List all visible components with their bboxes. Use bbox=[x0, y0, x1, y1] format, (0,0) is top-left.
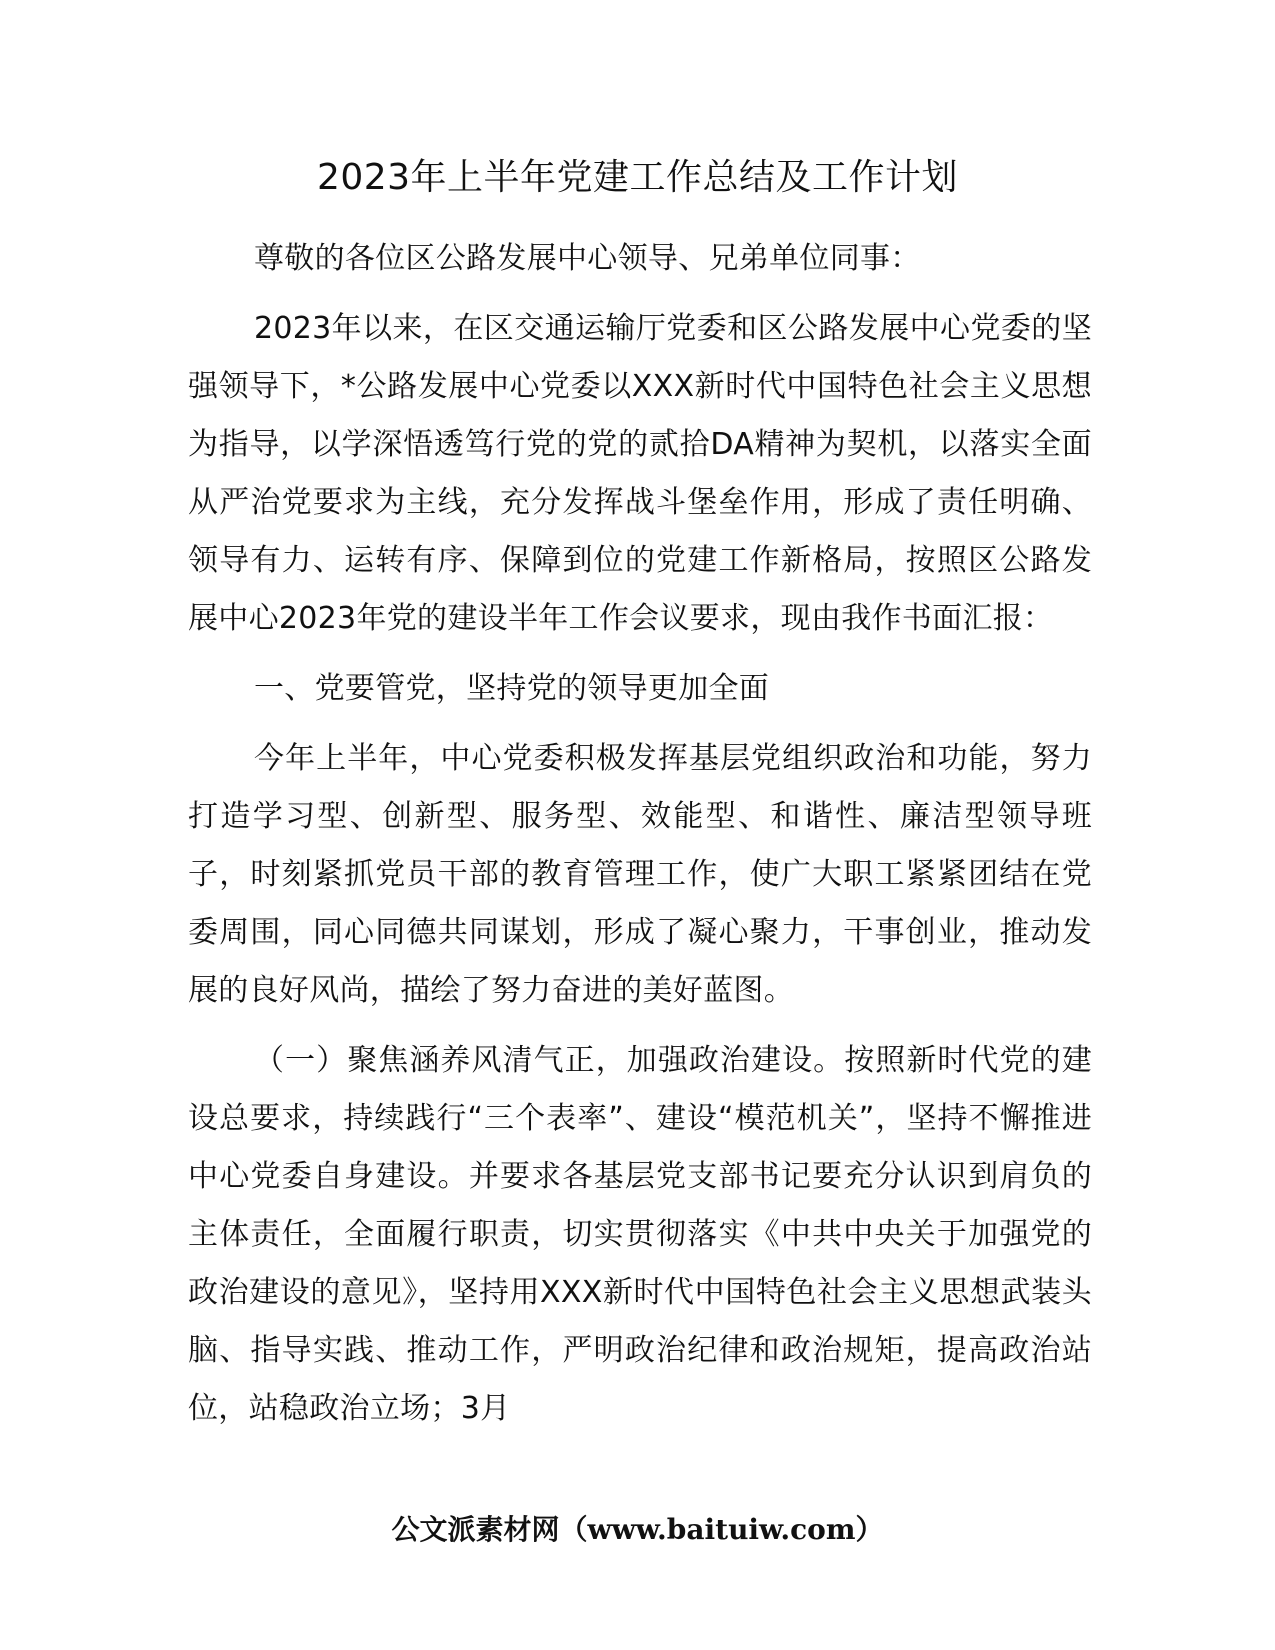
paragraph-section-1: 今年上半年，中心党委积极发挥基层党组织政治和功能，努力打造学习型、创新型、服务型、效能型、和谐性、廉洁型领导班子，时刻紧抓党员干部的教育管理工作，使广大职工紧紧团结在党委周围，同心同德共同谋划，形成了凝心聚力，干事创业，推动发展的良好风尚，描绘了努力奋进的美好蓝图。 bbox=[188, 741, 1092, 1008]
footer-watermark: 公文派素材网（www.baituiw.com） bbox=[391, 1513, 884, 1546]
document-body bbox=[188, 230, 1092, 1438]
salutation: 尊敬的各位区公路发展中心领导、兄弟单位同事： bbox=[254, 241, 921, 276]
document-title: 2023年上半年党建工作总结及工作计划 bbox=[316, 157, 959, 198]
section-heading-1: 一、党要管党，坚持党的领导更加全面 bbox=[254, 671, 770, 706]
paragraph-intro: 2023年以来，在区交通运输厅党委和区公路发展中心党委的坚强领导下，*公路发展中心党委以XXX新时代中国特色社会主义思想为指导，以学深悟透笃行党的党的贰拾DA精神为契机，以落实全面从严治党要求为主线，充分发挥战斗堡垒作用，形成了责任明确、领导有力、运转有序、保障到位的党建工作新格局，按照区公路发展中心2023年党的建设半年工作会议要求，现由我作书面汇报： bbox=[188, 311, 1092, 636]
paragraph-subsection-1: （一）聚焦涵养风清气正，加强政治建设。按照新时代党的建设总要求，持续践行“三个表率”、建设“模范机关”，坚持不懈推进中心党委自身建设。并要求各基层党支部书记要充分认识到肩负的主体责任，全面履行职责，切实贯彻落实《中共中央关于加强党的政治建设的意见》，坚持用XXX新时代中国特色社会主义思想武装头脑、指导实践、推动工作，严明政治纪律和政治规矩，提高政治站位，站稳政治立场；3月 bbox=[188, 1043, 1092, 1426]
